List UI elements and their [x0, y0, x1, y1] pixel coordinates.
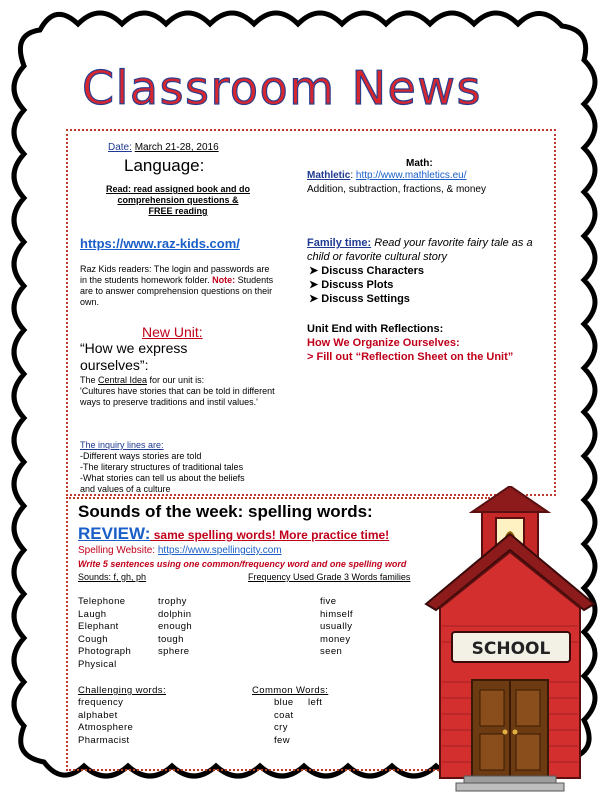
- math-heading: Math:: [406, 158, 433, 169]
- list-item: cry: [274, 722, 288, 733]
- family-time: Family time: Read your favorite fairy tale as a child or favorite cultural story: [307, 237, 533, 263]
- raz-kids-text: Raz Kids readers: The login and passwords are in the students homework folder. Note: Students are to answer comprehension questions on their own.: [80, 264, 274, 307]
- list-item: ➤ Discuss Characters: [309, 265, 425, 277]
- discuss-list: [309, 264, 424, 306]
- list-item: alphabet: [78, 709, 118, 721]
- list-item: sphere: [158, 646, 190, 657]
- spelling-col-3: [320, 596, 353, 659]
- common-words-b: [308, 697, 322, 710]
- list-item: enough: [158, 621, 193, 632]
- list-item: seen: [320, 646, 343, 657]
- date-label: Date:: [108, 142, 132, 153]
- list-item: usually: [320, 621, 353, 632]
- list-item: ➤ Discuss Settings: [309, 293, 410, 305]
- math-topics: Addition, subtraction, fractions, & money: [307, 184, 486, 195]
- reflections-block: [307, 322, 539, 364]
- list-item: five: [320, 596, 337, 607]
- list-item: Cough: [78, 633, 108, 645]
- family-time-label: Family time:: [307, 237, 372, 249]
- list-item: Physical: [78, 658, 117, 670]
- list-item: frequency: [78, 697, 124, 708]
- list-item: Laugh: [78, 608, 107, 620]
- list-item: and values of a culture: [80, 484, 171, 494]
- spelling-heading: Sounds of the week: spelling words:: [78, 502, 373, 521]
- list-item: dolphin: [158, 608, 192, 620]
- review-line: REVIEW: same spelling words! More practice time!: [78, 524, 390, 543]
- fill-out-text: > Fill out “Reflection Sheet on the Unit”: [307, 351, 514, 363]
- spelling-col-2: [158, 596, 192, 659]
- spelling-col-1: [78, 596, 131, 671]
- write-instruction: Write 5 sentences using one common/frequency word and one spelling word: [78, 559, 407, 569]
- spellingcity-link[interactable]: https://www.spellingcity.com: [157, 545, 282, 556]
- spelling-website-line: Spelling Website: https://www.spellingcity.com: [78, 545, 282, 556]
- list-item: trophy: [158, 596, 187, 607]
- list-item: money: [320, 633, 351, 645]
- list-item: -The literary structures of traditional tales: [80, 462, 244, 472]
- list-item: blue: [274, 697, 294, 708]
- list-item: Photograph: [78, 646, 132, 657]
- inquiry-heading: The inquiry lines are:: [80, 440, 164, 450]
- list-item: ➤ Discuss Plots: [309, 279, 394, 291]
- challenging-words: [78, 697, 133, 747]
- list-item: coat: [274, 709, 294, 721]
- list-item: Elephant: [78, 621, 119, 632]
- list-item: left: [308, 697, 323, 708]
- unit-title: “How we express ourselves”:: [80, 340, 188, 373]
- date-line: [108, 142, 219, 154]
- newsletter-title: [74, 58, 544, 118]
- school-sign-text: SCHOOL: [471, 639, 551, 659]
- sounds-label: Sounds: f, gh, ph: [78, 572, 147, 582]
- note-label: Note:: [212, 275, 236, 285]
- central-idea-link: Central Idea: [98, 375, 148, 385]
- frequency-label: Frequency Used Grade 3 Words families: [248, 572, 411, 582]
- central-idea: The Central Idea for our unit is: 'Cultures have stories that can be told in different ways to preserve traditions and instil values.': [80, 375, 275, 407]
- mathletics-link[interactable]: http://www.mathletics.eu/: [355, 170, 467, 181]
- read-instructions: Read: read assigned book and do comprehension questions & FREE reading: [105, 184, 251, 216]
- date-value: March 21-28, 2016: [134, 142, 219, 153]
- review-label: REVIEW:: [78, 524, 151, 543]
- common-words-a: [274, 697, 294, 747]
- challenging-label: Challenging words:: [78, 685, 166, 696]
- common-label: Common Words:: [252, 685, 329, 696]
- unit-end-heading: Unit End with Reflections:: [307, 323, 444, 335]
- list-item: -What stories can tell us about the beliefs: [80, 473, 245, 483]
- mathletic-label: Mathletic: [307, 170, 351, 181]
- list-item: himself: [320, 608, 353, 620]
- organize-heading: How We Organize Ourselves:: [307, 337, 460, 349]
- list-item: -Different ways stories are told: [80, 451, 202, 461]
- list-item: Atmosphere: [78, 722, 134, 733]
- language-heading: Language:: [124, 156, 205, 175]
- list-item: Pharmacist: [78, 734, 130, 746]
- list-item: tough: [158, 633, 184, 645]
- svg-text:Classroom News: Classroom News: [82, 61, 482, 115]
- list-item: few: [274, 734, 290, 746]
- list-item: Telephone: [78, 596, 126, 607]
- mathletic-line: Mathletic: http://www.mathletics.eu/: [307, 170, 467, 181]
- inquiry-lines: [80, 440, 280, 495]
- raz-kids-link[interactable]: https://www.raz-kids.com/: [80, 236, 240, 251]
- schoolhouse-illustration: [420, 486, 606, 792]
- new-unit-heading: New Unit:: [142, 324, 203, 340]
